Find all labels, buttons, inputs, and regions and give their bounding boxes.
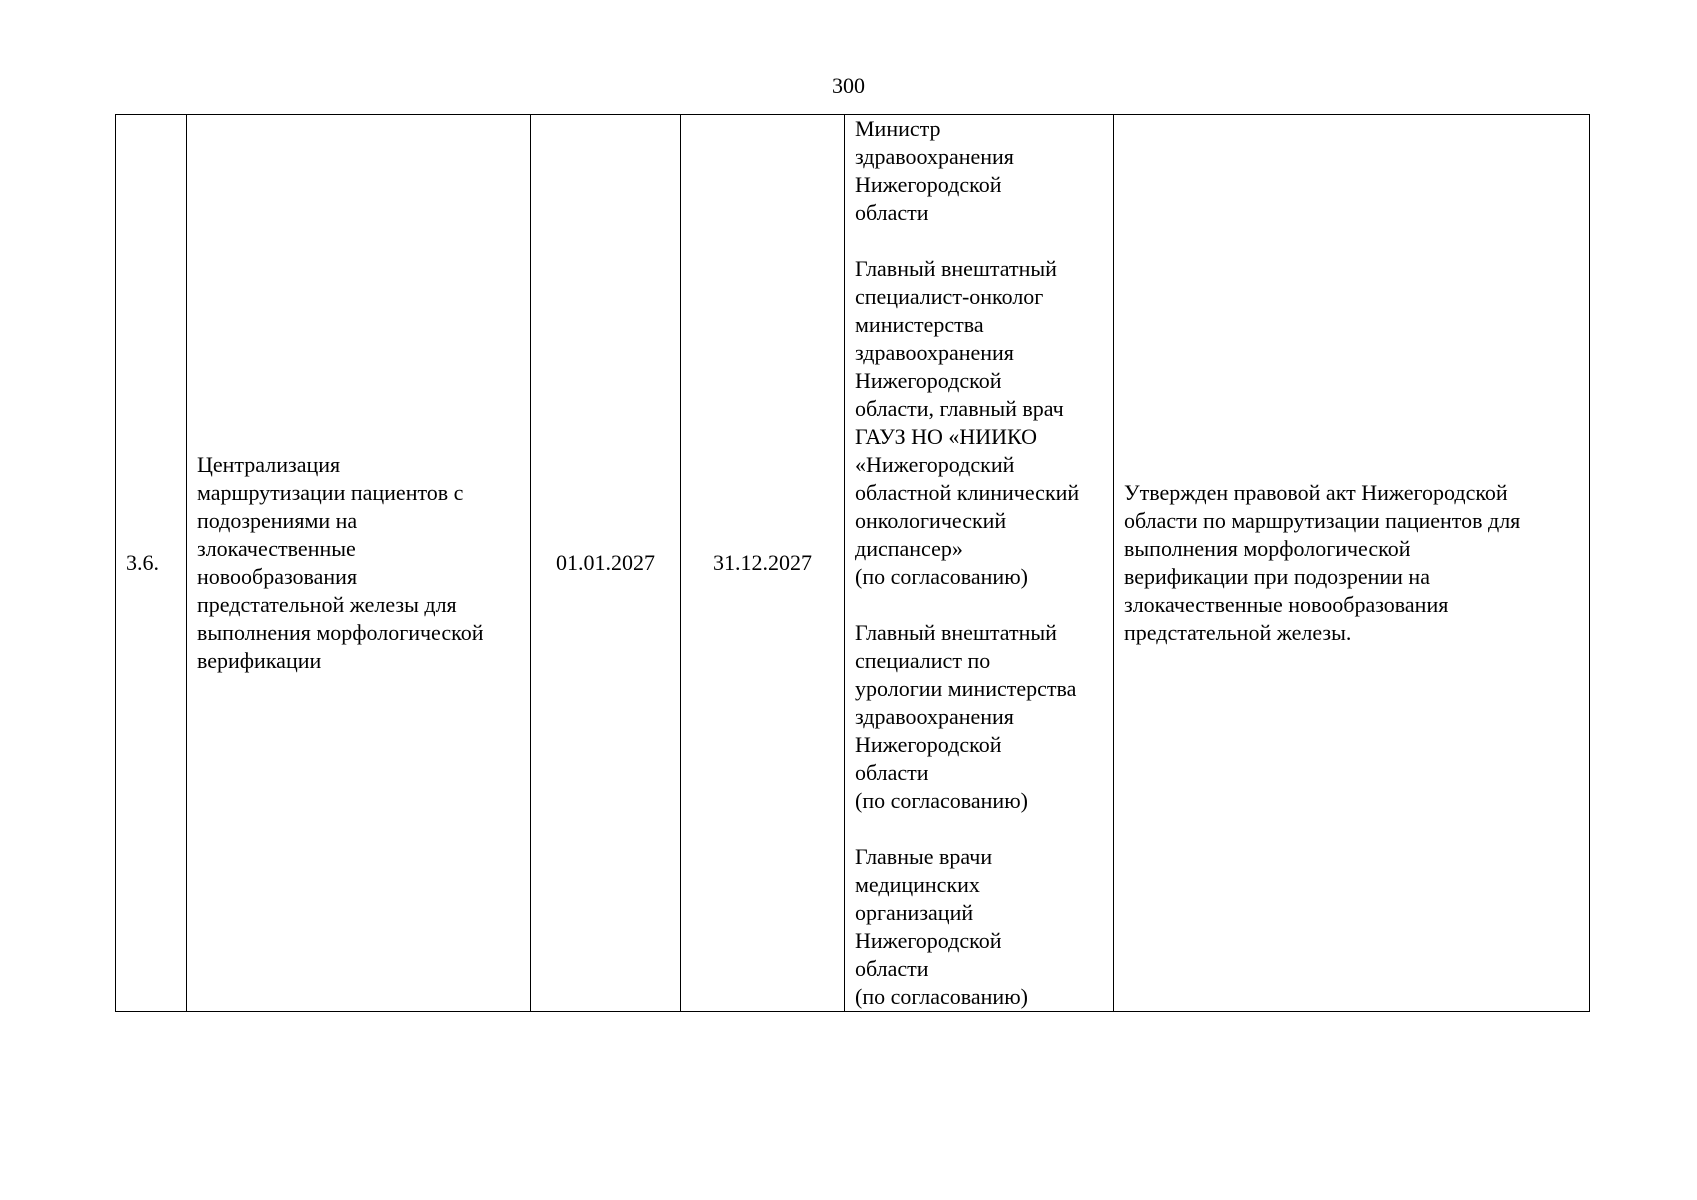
responsible-text-line: Главный внештатный (855, 620, 1057, 645)
result-description (1124, 479, 1579, 647)
event-description (197, 451, 520, 675)
responsible-text-line: онкологический (855, 508, 1007, 533)
page-number: 300 (832, 73, 865, 98)
responsible-text-line: (по согласованию) (855, 788, 1028, 813)
responsible-text-line: Нижегородской (855, 172, 1002, 197)
table-row (116, 115, 1590, 1012)
row-number-cell (116, 115, 187, 1012)
result-text-line: предстательной железы. (1124, 620, 1352, 645)
result-text-line: злокачественные новообразования (1124, 592, 1449, 617)
responsible-text-line: здравоохранения (855, 144, 1014, 169)
event-text-line: подозрениями на (197, 508, 358, 533)
event-text-line: Централизация (197, 452, 341, 477)
responsible-text-line: ГАУЗ НО «НИИКО (855, 424, 1038, 449)
event-text-line: выполнения морфологической (197, 620, 484, 645)
responsible-entry (855, 115, 1103, 227)
event-text-line: новообразования (197, 564, 358, 589)
responsible-cell (845, 115, 1114, 1012)
result-cell (1114, 115, 1590, 1012)
responsible-text-line: медицинских (855, 872, 980, 897)
event-text-line: верификации (197, 648, 322, 673)
start-date-cell (531, 115, 681, 1012)
responsible-entry (855, 843, 1103, 1011)
responsible-text-line: Главный внештатный (855, 256, 1057, 281)
responsible-text-line: министерства (855, 312, 984, 337)
event-text-line: злокачественные (197, 536, 356, 561)
responsible-entry (855, 619, 1103, 815)
responsible-text-line: области (855, 956, 929, 981)
result-text-line: области по маршрутизации пациентов для (1124, 508, 1521, 533)
responsible-list (855, 115, 1103, 1011)
event-text-line: предстательной железы для (197, 592, 457, 617)
responsible-text-line: Нижегородской (855, 732, 1002, 757)
result-text-line: верификации при подозрении на (1124, 564, 1430, 589)
plan-table (115, 114, 1590, 1012)
responsible-text-line: специалист-онколог (855, 284, 1044, 309)
responsible-text-line: области, главный врач (855, 396, 1064, 421)
responsible-text-line: здравоохранения (855, 704, 1014, 729)
event-cell (187, 115, 531, 1012)
responsible-text-line: областной клинический (855, 480, 1080, 505)
end-date-cell (681, 115, 845, 1012)
responsible-text-line: урологии министерства (855, 676, 1077, 701)
responsible-text-line: области (855, 200, 929, 225)
responsible-text-line: Нижегородской (855, 928, 1002, 953)
responsible-text-line: специалист по (855, 648, 991, 673)
result-text-line: Утвержден правовой акт Нижегородской (1124, 480, 1508, 505)
responsible-text-line: здравоохранения (855, 340, 1014, 365)
result-text-line: выполнения морфологической (1124, 536, 1411, 561)
event-text-line: маршрутизации пациентов с (197, 480, 464, 505)
responsible-text-line: Министр (855, 116, 941, 141)
responsible-text-line: (по согласованию) (855, 984, 1028, 1009)
responsible-text-line: Нижегородской (855, 368, 1002, 393)
responsible-text-line: диспансер» (855, 536, 963, 561)
responsible-entry (855, 255, 1103, 591)
responsible-text-line: (по согласованию) (855, 564, 1028, 589)
end-date: 31.12.2027 (713, 550, 812, 575)
row-number: 3.6. (126, 550, 159, 575)
start-date: 01.01.2027 (556, 550, 655, 575)
responsible-text-line: организаций (855, 900, 974, 925)
responsible-text-line: области (855, 760, 929, 785)
responsible-text-line: «Нижегородский (855, 452, 1015, 477)
responsible-text-line: Главные врачи (855, 844, 993, 869)
